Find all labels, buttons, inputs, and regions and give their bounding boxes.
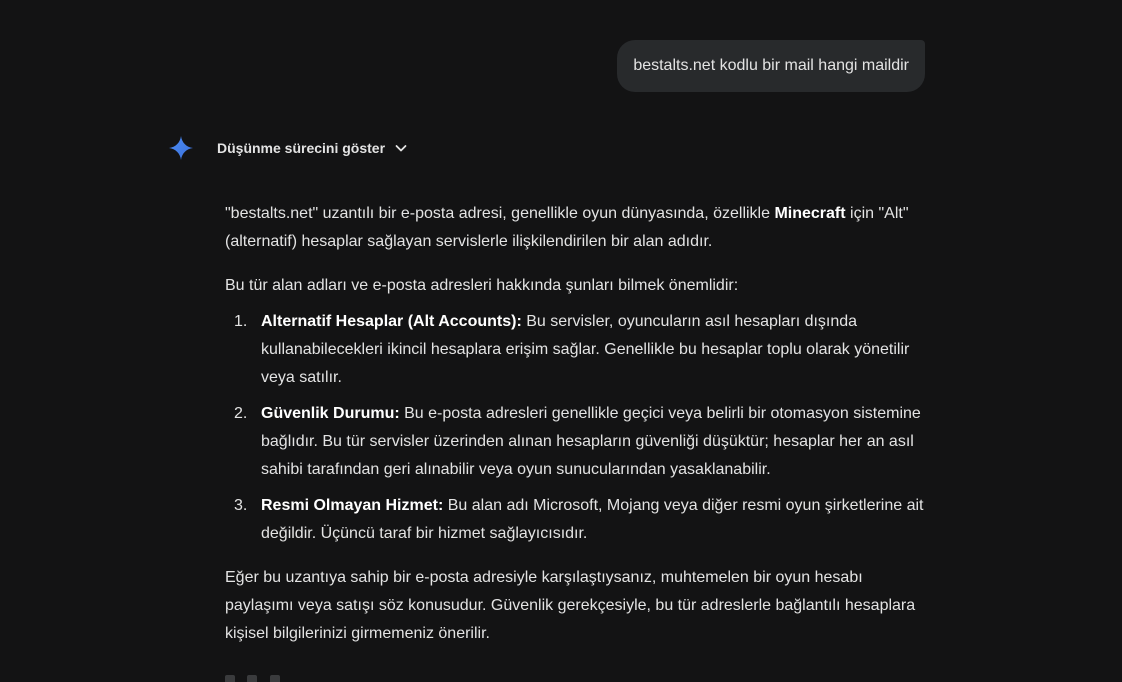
response-intro <box>225 200 925 256</box>
action-icon[interactable] <box>247 675 257 682</box>
intro-bold-term: Minecraft <box>774 205 846 222</box>
response-closing: Eğer bu uzantıya sahip bir e-posta adresiyle karşılaştıysanız, muhtemelen bir oyun hesabı paylaşımı veya satışı söz konusudur. Güvenlik gerekçesiyle, bu tür adreslerle bağlantılı hesaplara kişisel bilgilerinizi girmemeniz önerilir. <box>225 569 916 642</box>
list-item-title: Güvenlik Durumu: <box>261 405 400 422</box>
user-message-text: bestalts.net kodlu bir mail hangi maildir <box>633 57 909 74</box>
response-header <box>168 134 409 162</box>
action-icon[interactable] <box>225 675 235 682</box>
list-item <box>225 308 925 392</box>
assistant-response <box>225 200 925 648</box>
list-item-text: Bu servisler, oyuncuların asıl hesapları dışında kullanabilecekleri ikincil hesaplara erişim sağlar. Genellikle bu hesaplar toplu olarak yönetilir veya satılır. <box>261 313 910 386</box>
action-icon[interactable] <box>270 675 280 682</box>
response-lead: Bu tür alan adları ve e-posta adresleri hakkında şunları bilmek önemlidir: <box>225 277 739 294</box>
chevron-down-icon <box>393 140 409 156</box>
list-item <box>225 400 925 484</box>
show-thinking-label: Düşünme sürecini göster <box>217 140 386 156</box>
gemini-spark-icon <box>168 135 194 161</box>
show-thinking-toggle[interactable] <box>217 140 409 156</box>
list-item-number: 1. <box>234 313 248 330</box>
list-item-number: 3. <box>234 497 248 514</box>
list-item <box>225 492 925 548</box>
list-item-title: Resmi Olmayan Hizmet: <box>261 497 444 514</box>
user-message-bubble <box>617 40 925 92</box>
list-item-text: Bu e-posta adresleri genellikle geçici veya belirli bir otomasyon sistemine bağlıdır. Bu tür servisler üzerinden alınan hesapların güvenliği düşüktür; hesaplar her an asıl sahibi tarafından geri alınabilir veya oyun sunucularından yasaklanabilir. <box>261 405 921 478</box>
list-item-number: 2. <box>234 405 248 422</box>
response-actions-row <box>225 672 305 682</box>
list-item-title: Alternatif Hesaplar (Alt Accounts): <box>261 313 522 330</box>
response-list <box>225 308 925 548</box>
intro-text-part1: "bestalts.net" uzantılı bir e-posta adresi, genellikle oyun dünyasında, özellikle <box>225 205 775 222</box>
intro-text-part2: için "Alt" (alternatif) hesaplar sağlayan servislerle ilişkilendirilen bir alan adıdır. <box>225 205 909 250</box>
list-item-text: Bu alan adı Microsoft, Mojang veya diğer resmi oyun şirketlerine ait değildir. Üçüncü taraf bir hizmet sağlayıcısıdır. <box>261 497 924 542</box>
